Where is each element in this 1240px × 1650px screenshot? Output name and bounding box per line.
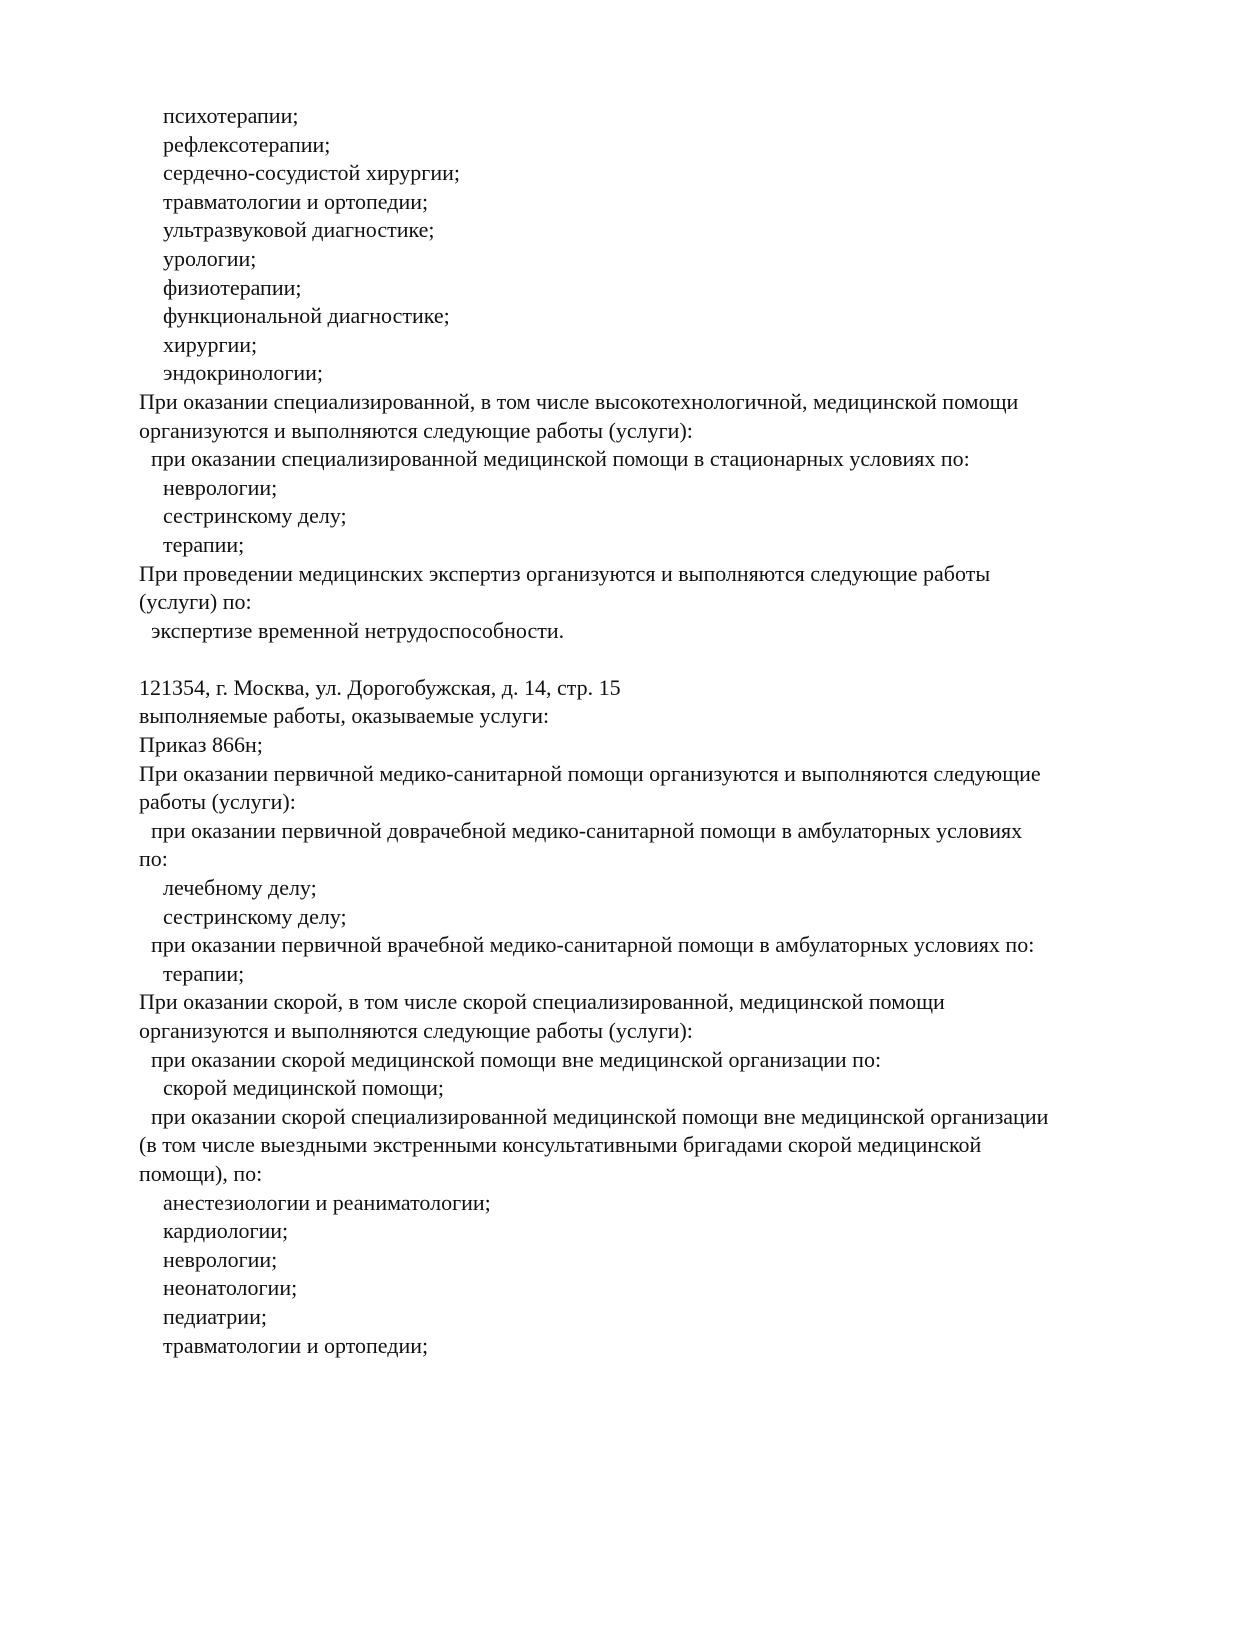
paragraph-line: Приказ 866н;	[139, 732, 263, 758]
paragraph-line: При оказании скорой, в том числе скорой специализированной, медицинской помощи	[139, 989, 945, 1015]
list-item: неонатологии;	[163, 1275, 298, 1301]
subsection-line: при оказании первичной доврачебной медико-санитарной помощи в амбулаторных условиях	[151, 817, 1023, 843]
paragraph-line: организуются и выполняются следующие работы (услуги):	[139, 1018, 693, 1043]
list-item: эндокринологии;	[163, 360, 324, 386]
list-item: терапии;	[163, 960, 245, 986]
paragraph-line: При оказании первичной медико-санитарной помощи организуются и выполняются следующие	[139, 760, 1041, 786]
paragraph-line: (в том числе выездными экстренными консультативными бригадами скорой медицинской	[139, 1132, 982, 1158]
paragraph-line: организуются и выполняются следующие работы (услуги):	[139, 417, 693, 443]
paragraph-line: При оказании специализированной, в том числе высокотехнологичной, медицинской помощи	[139, 388, 1019, 414]
list-item: хирургии;	[163, 331, 258, 357]
list-item: педиатрии;	[163, 1303, 267, 1329]
subsection-line: при оказании специализированной медицинской помощи в стационарных условиях по:	[151, 446, 970, 472]
list-item: кардиологии;	[163, 1218, 289, 1244]
list-item: психотерапии;	[163, 103, 299, 128]
list-item: травматологии и ортопедии;	[163, 1332, 429, 1358]
list-item: ультразвуковой диагностике;	[163, 217, 435, 243]
list-item: терапии;	[163, 531, 245, 557]
list-item: рефлексотерапии;	[163, 131, 331, 157]
subsection-line: при оказании скорой медицинской помощи вне медицинской организации по:	[151, 1046, 882, 1072]
paragraph-line: по:	[139, 846, 168, 872]
list-item: анестезиологии и реаниматологии;	[163, 1189, 491, 1215]
list-item: неврологии;	[163, 474, 278, 500]
blank-line	[139, 645, 1139, 674]
paragraph-line: (услуги) по:	[139, 589, 252, 615]
list-item: неврологии;	[163, 1246, 278, 1272]
subsection-line: при оказании скорой специализированной медицинской помощи вне медицинской организации	[151, 1103, 1049, 1129]
document-page	[139, 102, 1139, 1360]
list-item: физиотерапии;	[163, 274, 302, 300]
list-item: сестринскому делу;	[163, 903, 347, 929]
list-item: сердечно-сосудистой хирургии;	[163, 160, 460, 186]
list-item: урологии;	[163, 245, 257, 271]
subsection-line: при оказании первичной врачебной медико-санитарной помощи в амбулаторных условиях по:	[151, 932, 1035, 958]
paragraph-line: При проведении медицинских экспертиз организуются и выполняются следующие работы	[139, 560, 991, 586]
subsection-line: экспертизе временной нетрудоспособности.	[151, 617, 565, 643]
list-item: скорой медицинской помощи;	[163, 1075, 445, 1101]
list-item: функциональной диагностике;	[163, 303, 450, 329]
list-item: лечебному делу;	[163, 875, 317, 901]
paragraph-line: 121354, г. Москва, ул. Дорогобужская, д. 14, стр. 15	[139, 674, 621, 700]
paragraph-line: выполняемые работы, оказываемые услуги:	[139, 703, 550, 729]
list-item: сестринскому делу;	[163, 503, 347, 529]
paragraph-line: помощи), по:	[139, 1160, 263, 1186]
list-item: травматологии и ортопедии;	[163, 188, 429, 214]
paragraph-line: работы (услуги):	[139, 789, 296, 815]
